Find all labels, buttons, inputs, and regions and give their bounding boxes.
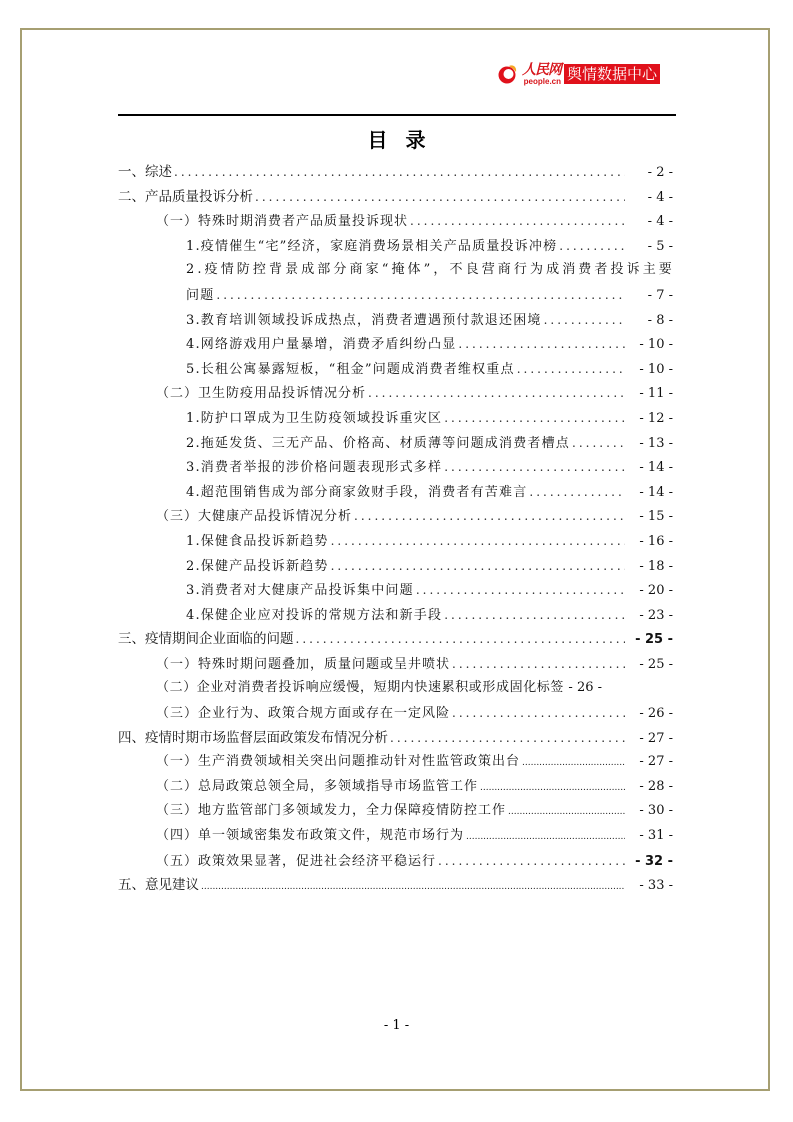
toc-entry[interactable] bbox=[118, 849, 673, 874]
toc-entry-page: - 15 - bbox=[639, 509, 673, 525]
toc-entry-label: 五、意见建议 bbox=[118, 877, 199, 894]
toc-entry-label: （二）卫生防疫用品投诉情况分析 bbox=[156, 386, 367, 402]
toc-leader-dots bbox=[354, 504, 625, 529]
toc-entry-label: （三）地方监管部门多领域发力，全力保障疫情防控工作 bbox=[156, 803, 507, 819]
toc-leader-dots bbox=[452, 701, 625, 726]
toc-entry-label: 一、综述 bbox=[118, 164, 172, 180]
toc-entry-page: - 30 - bbox=[639, 803, 673, 819]
logo-brand-domain: people.cn bbox=[523, 76, 561, 86]
toc-entry[interactable] bbox=[118, 603, 673, 628]
toc-leader-dots bbox=[255, 185, 625, 210]
toc-entry[interactable] bbox=[118, 750, 673, 775]
toc-entry-page: - 32 - bbox=[635, 853, 673, 869]
toc-entry-page: - 28 - bbox=[639, 778, 673, 794]
toc-entry[interactable] bbox=[118, 824, 673, 849]
toc-leader-dots bbox=[296, 627, 626, 652]
toc-entry[interactable] bbox=[118, 652, 673, 677]
toc-entry[interactable] bbox=[118, 799, 673, 824]
toc-entry-page: - 4 - bbox=[647, 214, 673, 230]
toc-entry-label: 1.疫情催生“宅”经济，家庭消费场景相关产品质量投诉冲榜 bbox=[186, 238, 558, 254]
people-cn-logo bbox=[497, 60, 660, 88]
toc-entry[interactable] bbox=[118, 431, 673, 456]
toc-leader-dots bbox=[331, 529, 625, 554]
toc-entry-page: - 12 - bbox=[639, 410, 673, 426]
toc-leader-dots bbox=[201, 875, 625, 900]
toc-leader-dots bbox=[529, 480, 625, 505]
toc-entry-page: - 13 - bbox=[639, 435, 673, 451]
people-cn-emblem-icon bbox=[497, 63, 519, 85]
toc-entry[interactable] bbox=[118, 676, 673, 701]
toc-entry-label: （五）政策效果显著，促进社会经济平稳运行 bbox=[156, 853, 437, 869]
toc-entry[interactable] bbox=[118, 504, 673, 529]
toc-leader-dots bbox=[572, 431, 625, 456]
toc-entry[interactable] bbox=[118, 578, 673, 603]
toc-entry-page: - 27 - bbox=[639, 730, 673, 746]
toc-entry-label: 3.教育培训领域投诉成热点，消费者遭遇预付款退还困境 bbox=[186, 312, 542, 328]
toc-entry[interactable] bbox=[118, 455, 673, 480]
toc-entry-label: 2.疫情防控背景成部分商家“掩体”，不良营商行为成消费者投诉主要 bbox=[186, 262, 675, 278]
toc-entry-label: （一）特殊时期问题叠加，质量问题或呈井喷状 bbox=[156, 656, 451, 672]
table-of-contents bbox=[118, 160, 673, 898]
toc-leader-dots bbox=[390, 726, 625, 751]
toc-entry-page: - 23 - bbox=[639, 607, 673, 623]
toc-entry-label: 二、产品质量投诉分析 bbox=[118, 188, 253, 205]
toc-leader-dots bbox=[544, 308, 625, 333]
toc-entry-page: - 26 - bbox=[568, 680, 603, 696]
toc-leader-dots bbox=[517, 357, 625, 382]
toc-entry-label: 2.拖延发货、三无产品、价格高、材质薄等问题成消费者槽点 bbox=[186, 435, 571, 451]
toc-entry-page: - 11 - bbox=[639, 386, 673, 402]
toc-entry-label: 1.保健食品投诉新趋势 bbox=[186, 533, 329, 549]
toc-entry-label: （二）企业对消费者投诉响应缓慢，短期内快速累积或形成固化标签 bbox=[156, 680, 565, 696]
toc-leader-dots bbox=[331, 554, 625, 579]
toc-entry-page: - 14 - bbox=[639, 484, 673, 500]
toc-leader-dots bbox=[452, 652, 625, 677]
toc-entry[interactable] bbox=[118, 873, 673, 898]
toc-entry-label: 1.防护口罩成为卫生防疫领域投诉重灾区 bbox=[186, 410, 443, 426]
toc-entry-page: - 5 - bbox=[647, 238, 673, 254]
toc-entry-page: - 18 - bbox=[639, 558, 673, 574]
toc-leader-dots bbox=[438, 849, 625, 874]
toc-entry-page: - 25 - bbox=[635, 632, 673, 648]
toc-entry-label: 三、疫情期间企业面临的问题 bbox=[118, 631, 294, 648]
toc-entry-page: - 27 - bbox=[639, 754, 673, 770]
toc-entry[interactable] bbox=[118, 775, 673, 800]
toc-entry-page: - 2 - bbox=[647, 165, 673, 180]
toc-leader-dots bbox=[416, 578, 625, 603]
toc-leader-dots bbox=[480, 776, 625, 801]
toc-entry-label: 5.长租公寓暴露短板，“租金”问题成消费者维权重点 bbox=[186, 361, 515, 377]
toc-entry-label: （一）特殊时期消费者产品质量投诉现状 bbox=[156, 214, 409, 230]
header-divider bbox=[118, 114, 676, 116]
toc-entry-label: 4.网络游戏用户量暴增，消费矛盾纠纷凸显 bbox=[186, 337, 457, 353]
logo-brand-chinese: 人民网 bbox=[522, 61, 561, 78]
toc-entry[interactable] bbox=[118, 480, 673, 505]
toc-entry-page: - 4 - bbox=[647, 189, 673, 205]
toc-leader-dots bbox=[444, 603, 625, 628]
toc-entry[interactable] bbox=[118, 701, 673, 726]
toc-entry-label: （四）单一领域密集发布政策文件，规范市场行为 bbox=[156, 828, 465, 844]
toc-entry[interactable] bbox=[118, 357, 673, 382]
toc-entry-label: 4.超范围销售成为部分商家敛财手段，消费者有苦难言 bbox=[186, 484, 528, 500]
toc-entry-page: - 8 - bbox=[647, 312, 673, 328]
toc-entry[interactable] bbox=[118, 160, 673, 185]
toc-entry[interactable] bbox=[118, 726, 673, 751]
toc-leader-dots bbox=[508, 800, 625, 825]
toc-entry[interactable] bbox=[118, 529, 673, 554]
toc-entry[interactable] bbox=[118, 258, 673, 307]
toc-entry[interactable] bbox=[118, 381, 673, 406]
toc-entry[interactable] bbox=[118, 185, 673, 210]
toc-entry[interactable] bbox=[118, 234, 673, 259]
toc-entry-page: - 33 - bbox=[639, 878, 673, 894]
toc-entry-label: （三）大健康产品投诉情况分析 bbox=[156, 509, 353, 525]
toc-entry-page: - 7 - bbox=[647, 287, 673, 303]
toc-entry-label: （三）企业行为、政策合规方面或存在一定风险 bbox=[156, 706, 451, 722]
page-number: - 1 - bbox=[383, 1018, 410, 1033]
toc-entry-page: - 14 - bbox=[639, 460, 673, 476]
toc-leader-dots bbox=[522, 751, 625, 776]
toc-entry[interactable] bbox=[118, 209, 673, 234]
toc-leader-dots bbox=[410, 209, 625, 234]
toc-leader-dots bbox=[216, 283, 625, 308]
toc-leader-dots bbox=[458, 332, 625, 357]
toc-entry-label: （二）总局政策总领全局，多领域指导市场监管工作 bbox=[156, 778, 479, 794]
toc-entry[interactable] bbox=[118, 406, 673, 431]
toc-entry[interactable] bbox=[118, 627, 673, 652]
toc-entry-label-continued: 问题 bbox=[186, 287, 215, 303]
toc-leader-dots bbox=[466, 825, 625, 850]
toc-entry-page: - 16 - bbox=[639, 533, 673, 549]
toc-entry-page: - 26 - bbox=[639, 706, 673, 722]
logo-badge-data-center: 舆情数据中心 bbox=[564, 64, 660, 84]
toc-entry-label: 4.保健企业应对投诉的常规方法和新手段 bbox=[186, 607, 443, 623]
toc-entry-page: - 25 - bbox=[639, 656, 673, 672]
toc-entry-label: 2.保健产品投诉新趋势 bbox=[186, 558, 329, 574]
toc-leader-dots bbox=[559, 234, 625, 259]
toc-entry-label: （一）生产消费领域相关突出问题推动针对性监管政策出台 bbox=[156, 754, 521, 770]
toc-entry-label: 3.消费者举报的涉价格问题表现形式多样 bbox=[186, 460, 443, 476]
toc-entry-label: 四、疫情时期市场监督层面政策发布情况分析 bbox=[118, 729, 388, 746]
toc-leader-dots bbox=[174, 160, 625, 185]
toc-entry[interactable] bbox=[118, 332, 673, 357]
toc-entry[interactable] bbox=[118, 554, 673, 579]
toc-entry-label: 3.消费者对大健康产品投诉集中问题 bbox=[186, 583, 414, 599]
toc-leader-dots bbox=[368, 381, 625, 406]
toc-entry-page: - 31 - bbox=[639, 828, 673, 844]
toc-entry-page: - 10 - bbox=[639, 361, 673, 377]
toc-leader-dots bbox=[444, 406, 625, 431]
toc-entry[interactable] bbox=[118, 308, 673, 333]
toc-title: 目录 bbox=[367, 128, 444, 152]
toc-entry-page: - 20 - bbox=[639, 583, 673, 599]
toc-leader-dots bbox=[444, 455, 625, 480]
toc-entry-page: - 10 - bbox=[639, 337, 673, 353]
